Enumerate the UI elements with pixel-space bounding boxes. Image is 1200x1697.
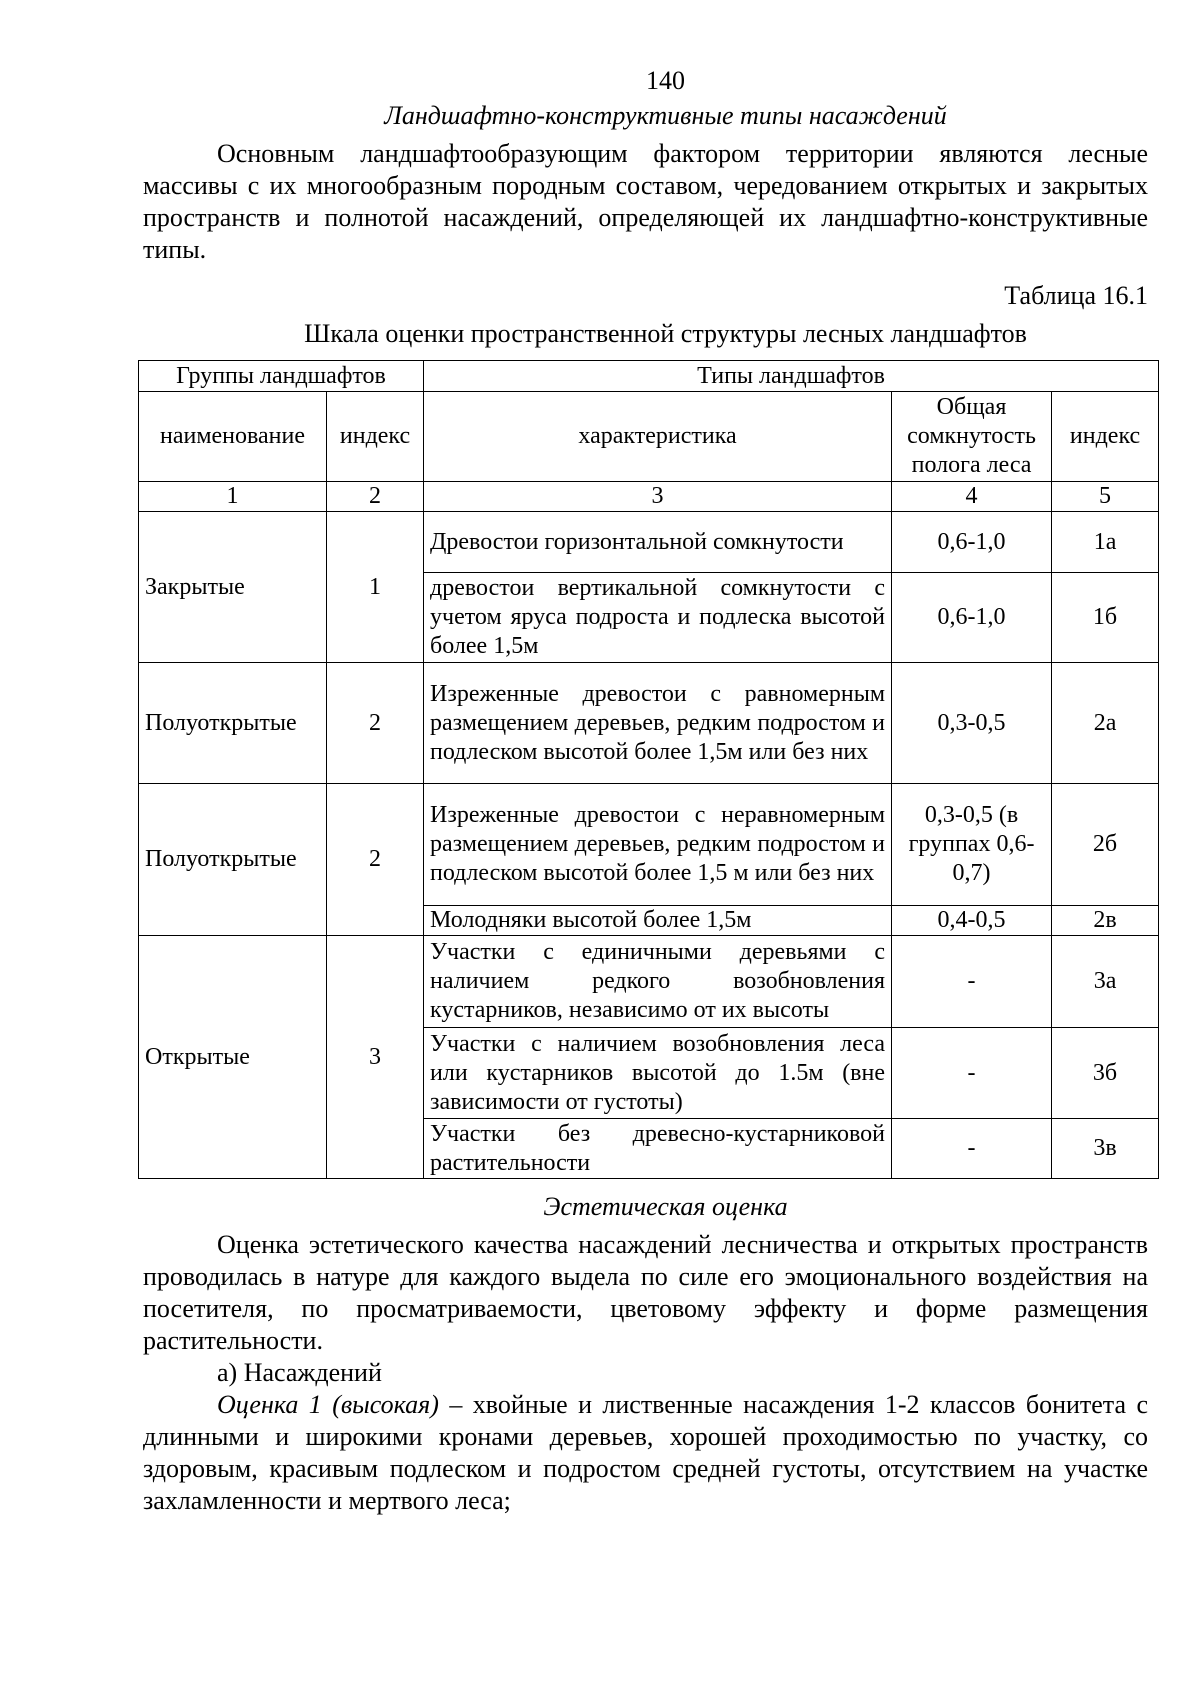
- aesthetic-paragraph: Оценка эстетического качества насаждений лесничества и открытых пространств проводилась в натуре для каждого выдела по силе его эмоционального воздействия на посетителя, по просматриваемости, цветовому эффекту и форме размещения растительности.: [143, 1230, 1148, 1355]
- type-density: 0,6-1,0: [892, 573, 1052, 663]
- group-header: Группы ландшафтов: [139, 361, 424, 392]
- type-characteristic: Изреженные древостои с неравномерным размещением деревьев, редким подростом и подлеском высотой более 1,5 м или без них: [424, 784, 892, 906]
- col-char-header: характеристика: [424, 392, 892, 482]
- type-index: 3в: [1052, 1119, 1159, 1179]
- col-number: 2: [327, 482, 424, 512]
- type-characteristic: Участки с единичными деревьями с наличием редкого возобновления кустарников, независимо от их высоты: [424, 936, 892, 1028]
- page-number: 140: [646, 66, 685, 95]
- col-number: 1: [139, 482, 327, 512]
- group-index: 2: [327, 784, 424, 936]
- aesthetic-title: Эстетическая оценка: [543, 1192, 788, 1221]
- landscape-structure-table: [138, 360, 1159, 1179]
- table-number-row: [139, 482, 1159, 512]
- col-density-header: Общая сомкнутость полога леса: [892, 392, 1052, 482]
- type-index: 2а: [1052, 663, 1159, 784]
- list-item-a: а) Насаждений: [217, 1358, 382, 1387]
- intro-paragraph: Основным ландшафтообразующим фактором территории являются лесные массивы с их многообразным породным составом, чередованием открытых и закрытых пространств и полнотой насаждений, определяющей их ландшафтно-конструктивные типы.: [143, 139, 1148, 264]
- type-index: 3а: [1052, 936, 1159, 1028]
- type-density: -: [892, 1028, 1052, 1119]
- type-density: 0,6-1,0: [892, 512, 1052, 573]
- type-index: 1б: [1052, 573, 1159, 663]
- type-characteristic: Участки с наличием возобновления леса или кустарников высотой до 1.5м (вне зависимости от густоты): [424, 1028, 892, 1119]
- score1-text: – хвойные и лиственные насаждения 1-2 классов бонитета с длинными и широкими кронами деревьев, хорошей проходимостью по участку, со здоровым, красивым подлеском и подростом средней густоты, отсутствием на участке захламленности и мертвого леса;: [143, 1390, 1148, 1515]
- group-name: Полуоткрытые: [139, 663, 327, 784]
- col-number: 4: [892, 482, 1052, 512]
- table-row: [139, 512, 1159, 573]
- type-index: 2в: [1052, 906, 1159, 936]
- col-number: 5: [1052, 482, 1159, 512]
- score1-paragraph: [143, 1389, 1148, 1517]
- type-characteristic: Молодняки высотой более 1,5м: [424, 906, 892, 936]
- group-index: 3: [327, 936, 424, 1179]
- type-index: 2б: [1052, 784, 1159, 906]
- table-title: Шкала оценки пространственной структуры лесных ландшафтов: [304, 319, 1027, 348]
- document-page: [143, 66, 1148, 1517]
- type-index: 1а: [1052, 512, 1159, 573]
- col-name-header: наименование: [139, 392, 327, 482]
- group-name: Полуоткрытые: [139, 784, 327, 936]
- table-header-row: [139, 361, 1159, 392]
- table-row: [139, 936, 1159, 1028]
- type-index: 3б: [1052, 1028, 1159, 1119]
- type-characteristic: Древостои горизонтальной сомкнутости: [424, 512, 892, 573]
- type-density: 0,3-0,5: [892, 663, 1052, 784]
- group-name: Закрытые: [139, 512, 327, 663]
- table-row: [139, 663, 1159, 784]
- type-density: -: [892, 936, 1052, 1028]
- type-density: 0,4-0,5: [892, 906, 1052, 936]
- type-density: 0,3-0,5 (в группах 0,6-0,7): [892, 784, 1052, 906]
- group-index: 2: [327, 663, 424, 784]
- group-index: 1: [327, 512, 424, 663]
- table-subheader-row: [139, 392, 1159, 482]
- score1-label: Оценка 1 (высокая): [217, 1390, 439, 1419]
- type-characteristic: древостои вертикальной сомкнутости с учетом яруса подроста и подлеска высотой более 1,5м: [424, 573, 892, 663]
- type-characteristic: Участки без древесно-кустарниковой растительности: [424, 1119, 892, 1179]
- table-row: [139, 784, 1159, 906]
- types-header: Типы ландшафтов: [424, 361, 1159, 392]
- col-number: 3: [424, 482, 892, 512]
- group-name: Открытые: [139, 936, 327, 1179]
- table-label: Таблица 16.1: [1004, 281, 1148, 310]
- section-title: Ландшафтно-конструктивные типы насаждений: [384, 101, 947, 130]
- col-index-header: индекс: [327, 392, 424, 482]
- col-type-index-header: индекс: [1052, 392, 1159, 482]
- type-density: -: [892, 1119, 1052, 1179]
- type-characteristic: Изреженные древостои с равномерным размещением деревьев, редким подростом и подлеском высотой более 1,5м или без них: [424, 663, 892, 784]
